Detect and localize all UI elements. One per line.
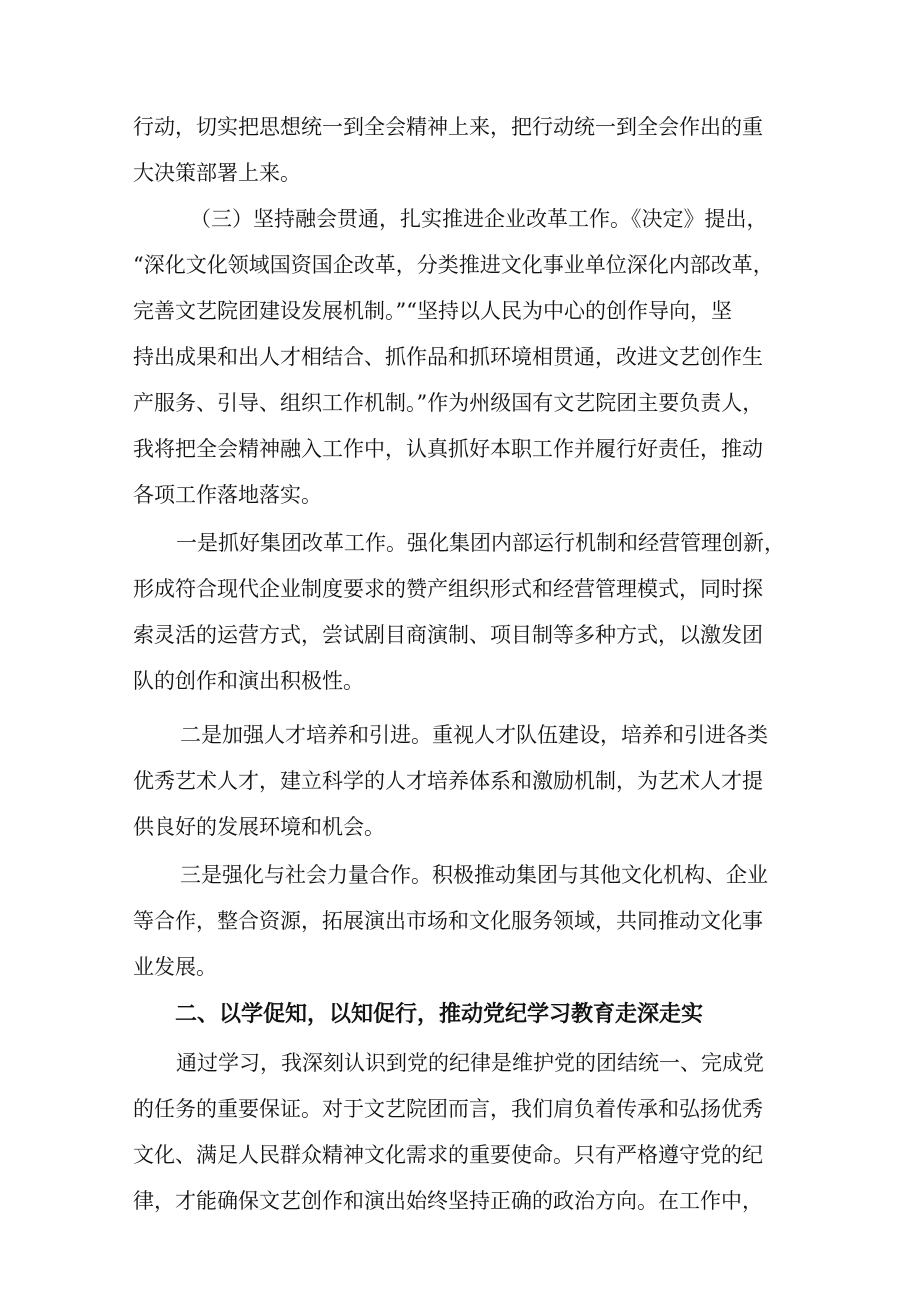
text-line: 业发展。: [133, 955, 217, 979]
text-line: 产服务、引导、组织工作机制。”作为州级国有文艺院团主要负责人，: [133, 391, 764, 415]
text-line: 各项工作落地落实。: [133, 483, 322, 507]
text-line: 完善文艺院团建设发展机制。”“坚持以人民为中心的创作导向，坚: [133, 299, 732, 323]
text-line: 供良好的发展环境和机会。: [133, 815, 385, 839]
text-line: 等合作，整合资源，拓展演出市场和文化服务领域，共同推动文化事: [133, 909, 763, 933]
text-line: 行动，切实把思想统一到全会精神上来，把行动统一到全会作出的重: [133, 115, 763, 139]
text-line: 索灵活的运营方式，尝试剧目商演制、项目制等多种方式，以激发团: [133, 623, 763, 647]
text-line: 文化、满足人民群众精神文化需求的重要使命。只有严格遵守党的纪: [133, 1143, 763, 1167]
text-line: 大决策部署上来。: [133, 161, 301, 185]
section-heading: 二、以学促知，以知促行，推动党纪学习教育走深走实: [175, 1002, 704, 1027]
text-line: 律，才能确保文艺创作和演出始终坚持正确的政治方向。在工作中，: [133, 1189, 763, 1213]
text-line: 持出成果和出人才相结合、抓作品和抓环境相贯通，改进文艺创作生: [133, 345, 763, 369]
text-line: 优秀艺术人才，建立科学的人才培养体系和激励机制，为艺术人才提: [133, 769, 763, 793]
text-line: 一是抓好集团改革工作。强化集团内部运行机制和经营管理创新，: [176, 531, 785, 555]
text-line: （三）坚持融会贯通，扎实推进企业改革工作。《决定》提出，: [190, 207, 768, 231]
text-line: 三是强化与社会力量合作。积极推动集团与其他文化机构、企业: [180, 863, 768, 887]
text-line: 队的创作和演出积极性。: [133, 669, 364, 693]
text-line: 的任务的重要保证。对于文艺院团而言，我们肩负着传承和弘扬优秀: [133, 1097, 763, 1121]
text-line: 二是加强人才培养和引进。重视人才队伍建设，培养和引进各类: [180, 723, 768, 747]
text-line: “深化文化领域国资国企改革，分类推进文化事业单位深化内部改革，: [133, 253, 774, 277]
text-line: 我将把全会精神融入工作中，认真抓好本职工作并履行好责任，推动: [133, 437, 763, 461]
text-line: 形成符合现代企业制度要求的赞产组织形式和经营管理模式，同时探: [133, 577, 763, 601]
text-line: 通过学习，我深刻认识到党的纪律是维护党的团结统一、完成党: [176, 1051, 764, 1075]
